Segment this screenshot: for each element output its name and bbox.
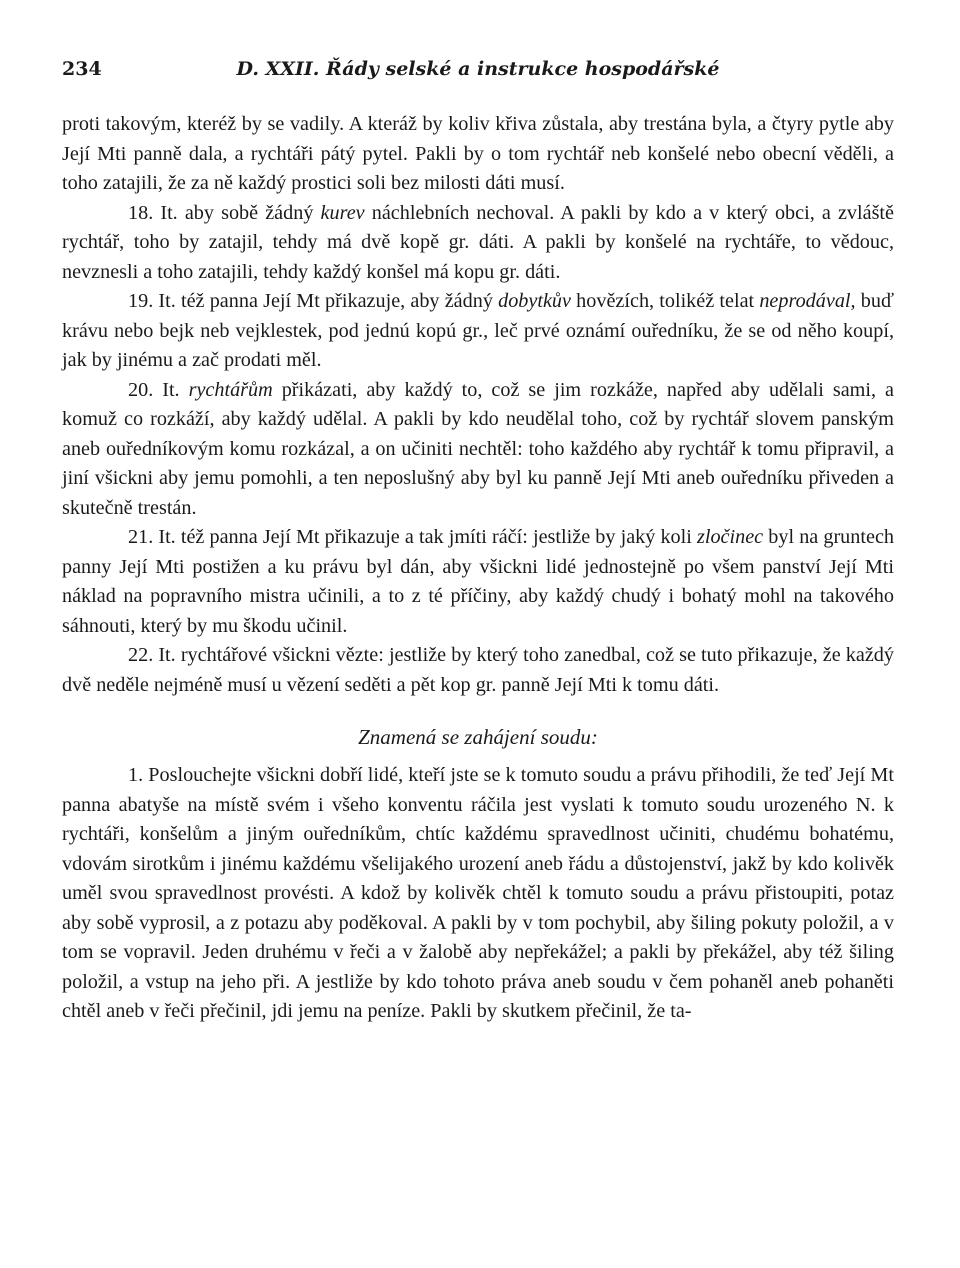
italic-term: zločinec [697, 526, 764, 548]
italic-term: neprodával, [759, 290, 856, 312]
document-page [62, 58, 894, 1027]
text-run: 18. It. aby sobě žádný [128, 201, 321, 224]
paragraph [62, 110, 894, 199]
paragraph [62, 287, 894, 376]
paragraph [62, 761, 894, 1027]
italic-term: rychtářům [188, 378, 273, 401]
text-run: proti takovým, kteréž by se vadily. A kteráž by koliv křiva zůstala, aby trestána byla, a čtyry pytle aby Její Mti panně dala, a rychtáři pátý pytel. Pakli by o tom rychtář neb konšelé nebo obecní věděli, a toho zatajili, že za ně každý prostici soli bez milosti dáti musí. [62, 113, 894, 194]
paragraph [62, 199, 894, 288]
page-number: 234 [62, 58, 102, 80]
italic-term: dobytkův [498, 290, 571, 312]
paragraph [62, 523, 894, 641]
text-run: 22. It. rychtářové všickni vězte: jestliže by který toho zanedbal, což se tuto přikazuje, že každý dvě neděle nejméně musí u vězení seděti a pět kop gr. panně Její Mti k tomu dáti. [62, 644, 894, 696]
text-run: náchlebních nechoval. A pakli by kdo a v který obci, a zvláště rychtář, toho by zatajil, tehdy má dvě kopě gr. dáti. A pakli by konšelé na rychtáře, to vědouc, nevznesli a toho zatajili, tehdy každý konšel má kopu gr. dáti. [62, 201, 894, 283]
text-run: byl na gruntech panny Její Mti postižen a ku právu byl dán, aby všickni lidé jednostejně po všem panství Její Mti náklad na popravního mistra učinili, a to z té příčiny, aby každý chudý i bohatý mohl na takového sáhnouti, který by mu škodu učinil. [62, 526, 894, 637]
text-run: hovězích, tolikéž telat [570, 290, 760, 312]
text-run: 1. Poslouchejte všickni dobří lidé, kteří jste se k tomuto soudu a právu přihodili, že teď Její Mt panna abatyše na místě svém i všeho konventu ráčila jest vyslati k tomuto soudu urozeného N. k rychtáři, konšelům a jiným ouředníkům, chtíc každému spravedlnost učiniti, chudému bohatému, vdovám sirotkům i jinému každému všelijakého urození aneb řádu a důstojenství, jakž by kdo kolivěk uměl svou spravedlnost provésti. A kdož by kolivěk chtěl k tomuto soudu a právu přistoupiti, potaz aby sobě vyprosil, a z potazu aby poděkoval. A pakli by v tom pochybil, aby šiling pokuty položil, a v tom se vopravil. Jeden druhému v řeči a v žalobě aby nepřekážel; a pakli by překážel, aby též šiling položil, a vstup na jeho při. A jestliže by kdo tohoto práva aneb soudu v čem pohaněl aneb pohaněti chtěl aneb v řeči přečinil, jdi jemu na peníze. Pakli by skutkem přečinil, že ta- [62, 764, 894, 1022]
running-title: D. XXII. Řády selské a instrukce hospodářské [236, 58, 720, 80]
text-run: přikázati, aby každý to, což se jim rozkáže, napřed aby udělali sami, a komuž co rozkáží, aby každý udělal. A pakli by kdo neudělal toho, což by rychtář slovem panským aneb ouředníkovým komu rozkázal, a on učiniti nechtěl: toho každého aby rychtář k tomu připravil, a jiní všickni aby jemu pomohli, a ten neposlušný aby byl ku panně Její Mti aneb ouředníku přiveden a skutečně trestán. [62, 378, 894, 519]
text-run: 21. It. též panna Její Mt přikazuje a tak jmíti ráčí: jestliže by jaký koli [128, 526, 697, 548]
text-run: 20. It. [128, 378, 189, 401]
section-paragraph-list [62, 761, 894, 1027]
section-title: Znamená se zahájení soudu: [358, 725, 598, 749]
text-run: buď krávu nebo bejk neb vejklestek, pod jednú kopú gr., leč prvé oznámí ouředníku, že se od něho koupí, jak by jinému a zač prodati měl. [62, 290, 895, 371]
paragraph [62, 641, 894, 700]
paragraph-list [62, 110, 894, 700]
paragraph [62, 376, 894, 524]
document-body [62, 110, 894, 1027]
text-run: 19. It. též panna Její Mt přikazuje, aby žádný [128, 290, 499, 312]
page-header [62, 58, 894, 88]
italic-term: kurev [320, 201, 365, 224]
